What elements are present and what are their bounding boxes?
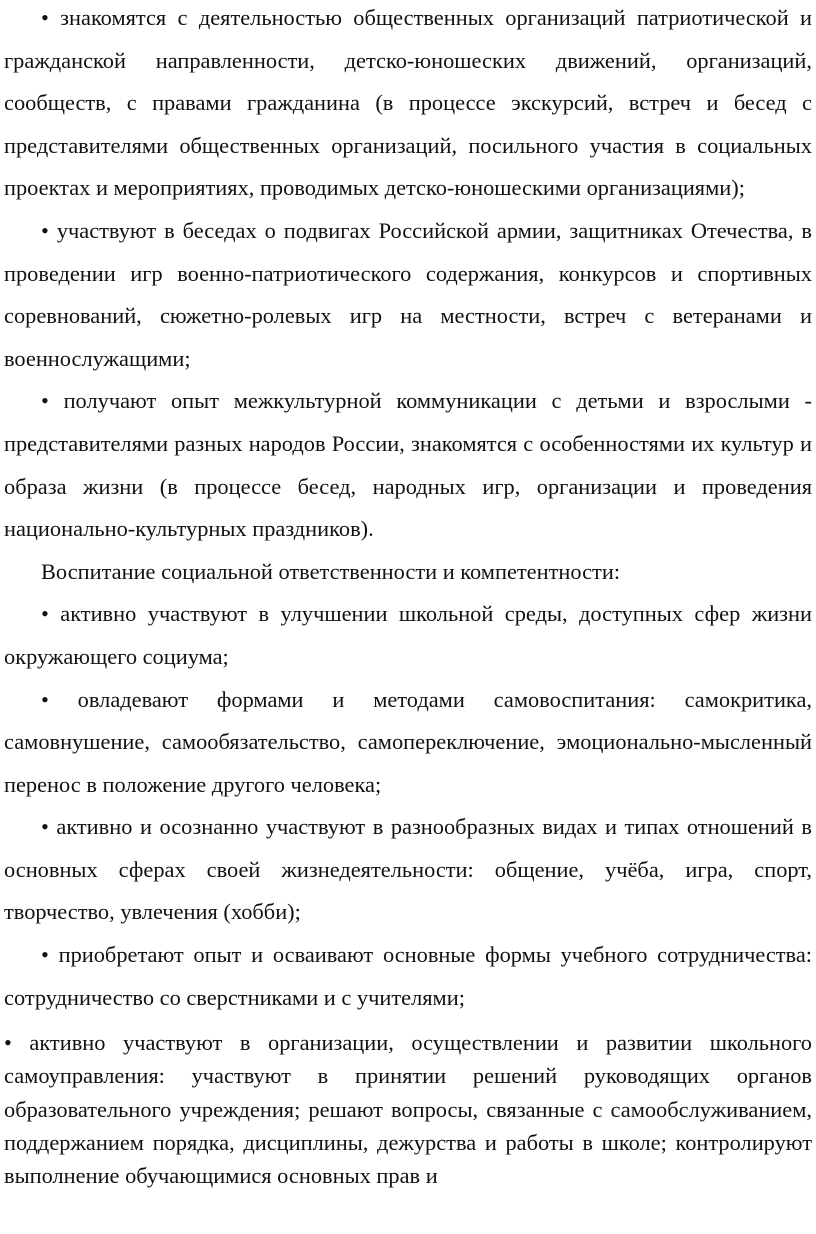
paragraph-bullet-public-organizations: • знакомятся с деятельностью общественных организаций патриотической и гражданской направленности, детско-юношеских движений, организаций, сообществ, с правами гражданина (в процессе экскурсий, встреч и бесед с представителями общественных организаций, посильного участия в социальных проектах и мероприятиях, проводимых детско-юношескими организациями); — [4, 5, 812, 201]
paragraph-bullet-army-conversations: • участвуют в беседах о подвигах Российской армии, защитниках Отечества, в проведении игр военно-патриотического содержания, конкурсов и спортивных соревнований, сюжетно-ролевых игр на местности, встреч с ветеранами и военнослужащими; — [4, 217, 812, 371]
paragraph-bullet-relationships: • активно и осознанно участвуют в разнообразных видах и типах отношений в основных сферах своей жизнедеятельности: общение, учёба, игра, спорт, творчество, увлечения (хобби); — [4, 814, 812, 925]
paragraph-bullet-self-education: • овладевают формами и методами самовоспитания: самокритика, самовнушение, самообязательство, самопереключение, эмоционально-мысленный перенос в положение другого человека; — [4, 686, 812, 797]
paragraph-bullet-school-environment: • активно участвуют в улучшении школьной среды, доступных сфер жизни окружающего социума; — [4, 601, 812, 669]
section-heading-social-responsibility: Воспитание социальной ответственности и компетентности: — [41, 558, 621, 584]
paragraph-bullet-cooperation: • приобретают опыт и осваивают основные формы учебного сотрудничества: сотрудничество со сверстниками и с учителями; — [4, 942, 812, 1010]
paragraph-bullet-intercultural-communication: • получают опыт межкультурной коммуникации с детьми и взрослыми - представителями разных народов России, знакомятся с особенностями их культур и образа жизни (в процессе бесед, народных игр, организации и проведения национально-культурных праздников). — [4, 388, 812, 542]
paragraph-bullet-self-government: • активно участвуют в организации, осуществлении и развитии школьного самоуправления: участвуют в принятии решений руководящих органов образовательного учреждения; решают вопросы, связанные с самообслуживанием, поддержанием порядка, дисциплины, дежурства и работы в школе; контролируют выполнение обучающимися основных прав и — [4, 1030, 812, 1189]
